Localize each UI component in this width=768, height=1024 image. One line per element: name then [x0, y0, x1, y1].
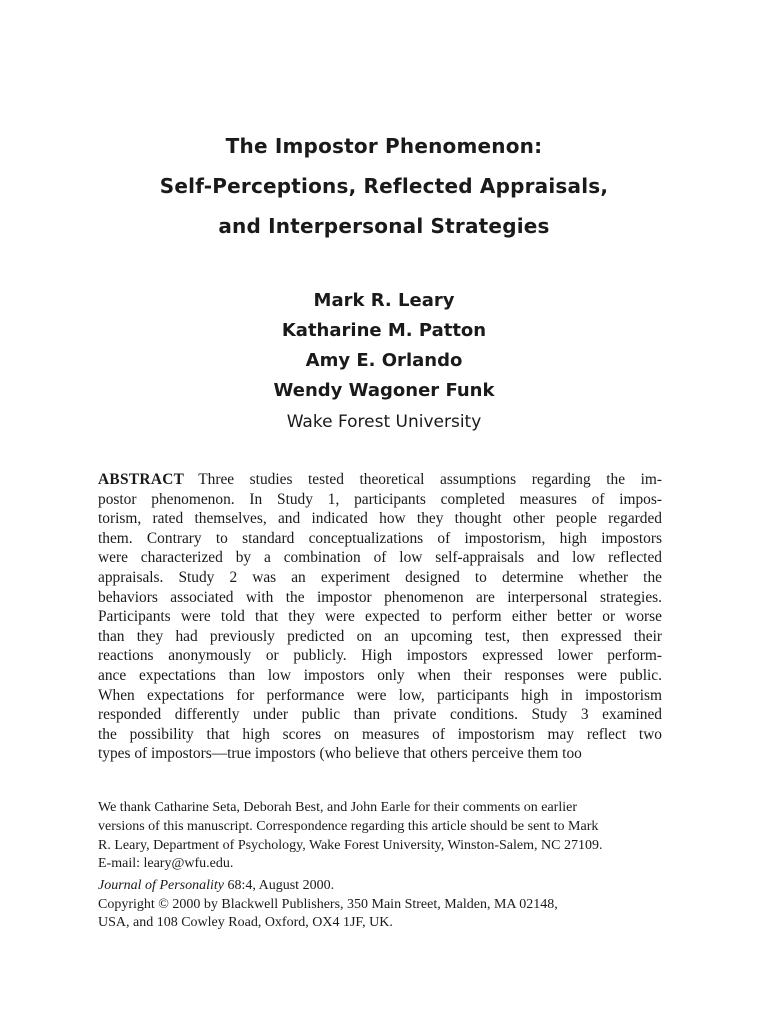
copyright-line: USA, and 108 Cowley Road, Oxford, OX4 1JF, UK. [98, 915, 393, 931]
abstract-line: appraisals. Study 2 was an experiment designed to determine whether the [98, 568, 662, 586]
abstract-line: behaviors associated with the impostor phenomenon are interpersonal strategies. [98, 588, 662, 606]
title-line-3: and Interpersonal Strategies [218, 214, 550, 238]
abstract-line: postor phenomenon. In Study 1, participants completed measures of impos- [98, 490, 662, 508]
abstract-line [98, 470, 662, 490]
author-name: Katharine M. Patton [281, 320, 487, 341]
abstract [98, 470, 662, 764]
footnote-line: We thank Catharine Seta, Deborah Best, and John Earle for their comments on earlier [98, 800, 577, 815]
copyright-line: Copyright © 2000 by Blackwell Publishers, 350 Main Street, Malden, MA 02148, [98, 896, 558, 912]
abstract-label: ABSTRACT [98, 471, 185, 488]
abstract-text: Three studies tested theoretical assumptions regarding the im- [198, 471, 662, 488]
author-name: Mark R. Leary [313, 290, 455, 311]
author-name: Wendy Wagoner Funk [273, 380, 495, 401]
abstract-line: When expectations for performance were low, participants high in impostorism [98, 686, 662, 704]
acknowledgment-footnote [98, 799, 664, 874]
journal-name: Journal of Personality [98, 878, 224, 893]
author-list [0, 286, 768, 438]
author-affiliation: Wake Forest University [286, 412, 482, 432]
abstract-line: the possibility that high scores on measures of impostorism may reflect two [98, 725, 662, 743]
footnote-line: R. Leary, Department of Psychology, Wake Forest University, Winston-Salem, NC 27109. [98, 837, 603, 853]
abstract-line: than they had previously predicted on an upcoming test, then expressed their [98, 627, 662, 645]
abstract-line: types of impostors—true impostors (who believe that others perceive them too [98, 745, 582, 763]
abstract-line: them. Contrary to standard conceptualizations of impostorism, high impostors [98, 529, 662, 547]
abstract-line: torism, rated themselves, and indicated how they thought other people regarded [98, 510, 662, 528]
footnote-line: versions of this manuscript. Correspondence regarding this article should be sent to Mark [98, 818, 599, 834]
abstract-line: responded differently under public than private conditions. Study 3 examined [98, 706, 662, 724]
footnote-line: E-mail: leary@wfu.edu. [98, 856, 234, 872]
abstract-line: reactions anonymously or publicly. High impostors expressed lower perform- [98, 647, 662, 665]
author-name: Amy E. Orlando [305, 350, 463, 371]
abstract-line: Participants were told that they were expected to perform either better or worse [98, 608, 662, 626]
title-line-1: The Impostor Phenomenon: [225, 134, 543, 158]
title-line-2: Self-Perceptions, Reflected Appraisals, [159, 174, 609, 198]
article-title [0, 126, 768, 246]
journal-issue: 68:4, August 2000. [224, 878, 335, 893]
abstract-line: ance expectations than low impostors only when their responses were public. [98, 666, 662, 684]
journal-line [98, 877, 664, 896]
journal-citation [98, 877, 664, 933]
abstract-line: were characterized by a combination of low self-appraisals and low reflected [98, 549, 662, 567]
